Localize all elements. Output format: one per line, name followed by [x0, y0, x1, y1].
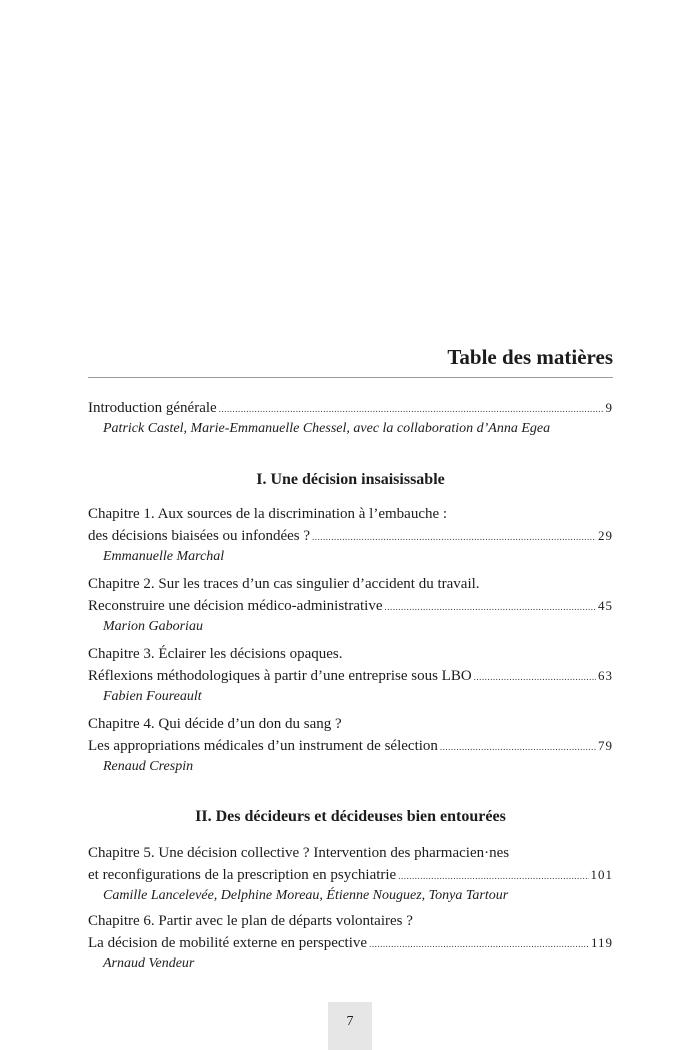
page-number: 9: [605, 400, 613, 415]
toc-entry-title: et reconfigurations de la prescription en psychiatrie: [88, 867, 397, 883]
toc-line: [88, 397, 613, 418]
toc-entry-chapter-4[interactable]: [88, 714, 613, 777]
toc-entry-title: Chapitre 1. Aux sources de la discrimination à l’embauche :: [88, 506, 448, 522]
toc-entry-author: Patrick Castel, Marie-Emmanuelle Chessel, avec la collaboration d’Anna Egea: [103, 421, 551, 436]
page-number: 79: [598, 738, 613, 753]
dot-leader: [398, 866, 588, 887]
toc-entry-title: La décision de mobilité externe en perspective: [88, 935, 368, 951]
toc-entry-title: Chapitre 2. Sur les traces d’un cas singulier d’accident du travail.: [88, 576, 480, 592]
toc-entry-author: Camille Lancelevée, Delphine Moreau, Étienne Nouguez, Tonya Tartour: [103, 888, 509, 903]
toc-entry-title: Introduction générale: [88, 400, 217, 416]
dot-leader: [219, 399, 604, 420]
toc-entry-introduction[interactable]: [88, 397, 613, 439]
toc-entry-title: Reconstruire une décision médico-administrative: [88, 598, 383, 614]
page-number: 63: [598, 668, 613, 683]
toc-entry-chapter-5[interactable]: [88, 843, 613, 906]
toc-line: [88, 595, 613, 616]
toc-entry-chapter-2[interactable]: [88, 574, 613, 637]
page-number: 101: [590, 867, 613, 882]
dot-leader: [474, 667, 596, 688]
toc-line: [88, 525, 613, 546]
dot-leader: [385, 597, 597, 618]
toc-entry-author: Marion Gaboriau: [103, 619, 203, 634]
toc-entry-author: Emmanuelle Marchal: [103, 549, 225, 564]
toc-entry-chapter-3[interactable]: [88, 644, 613, 707]
toc-entry-title: Réflexions méthodologiques à partir d’une entreprise sous LBO: [88, 668, 472, 684]
toc-entry-title: Les appropriations médicales d’un instrument de sélection: [88, 738, 438, 754]
toc-entry-title: Chapitre 4. Qui décide d’un don du sang ?: [88, 716, 342, 732]
toc-line: [88, 735, 613, 756]
toc-entry-title: Chapitre 5. Une décision collective ? Intervention des pharmacien·nes: [88, 845, 510, 861]
toc-entry-author: Arnaud Vendeur: [103, 956, 195, 971]
part-heading: I. Une décision insaisissable: [256, 471, 445, 488]
toc-entry-title: des décisions biaisées ou infondées ?: [88, 528, 311, 544]
page-number: 45: [598, 598, 613, 613]
page-title: Table des matières: [88, 345, 613, 378]
dot-leader: [312, 527, 596, 548]
toc-entry-author: Renaud Crespin: [103, 759, 194, 774]
page-folio: 7: [328, 1002, 372, 1050]
toc-entry-chapter-1[interactable]: [88, 504, 613, 567]
page-number: 119: [590, 935, 613, 950]
toc-entry-author: Fabien Foureault: [103, 689, 202, 704]
page-number: 29: [598, 528, 613, 543]
toc-line: [88, 864, 613, 885]
part-heading: II. Des décideurs et décideuses bien entourées: [195, 808, 506, 825]
dot-leader: [440, 737, 596, 758]
toc-line: [88, 932, 613, 953]
dot-leader: [369, 934, 589, 955]
toc-entry-chapter-6[interactable]: [88, 911, 613, 974]
toc-line: [88, 665, 613, 686]
toc-entry-title: Chapitre 6. Partir avec le plan de départs volontaires ?: [88, 913, 413, 929]
toc-entry-title: Chapitre 3. Éclairer les décisions opaques.: [88, 646, 343, 662]
